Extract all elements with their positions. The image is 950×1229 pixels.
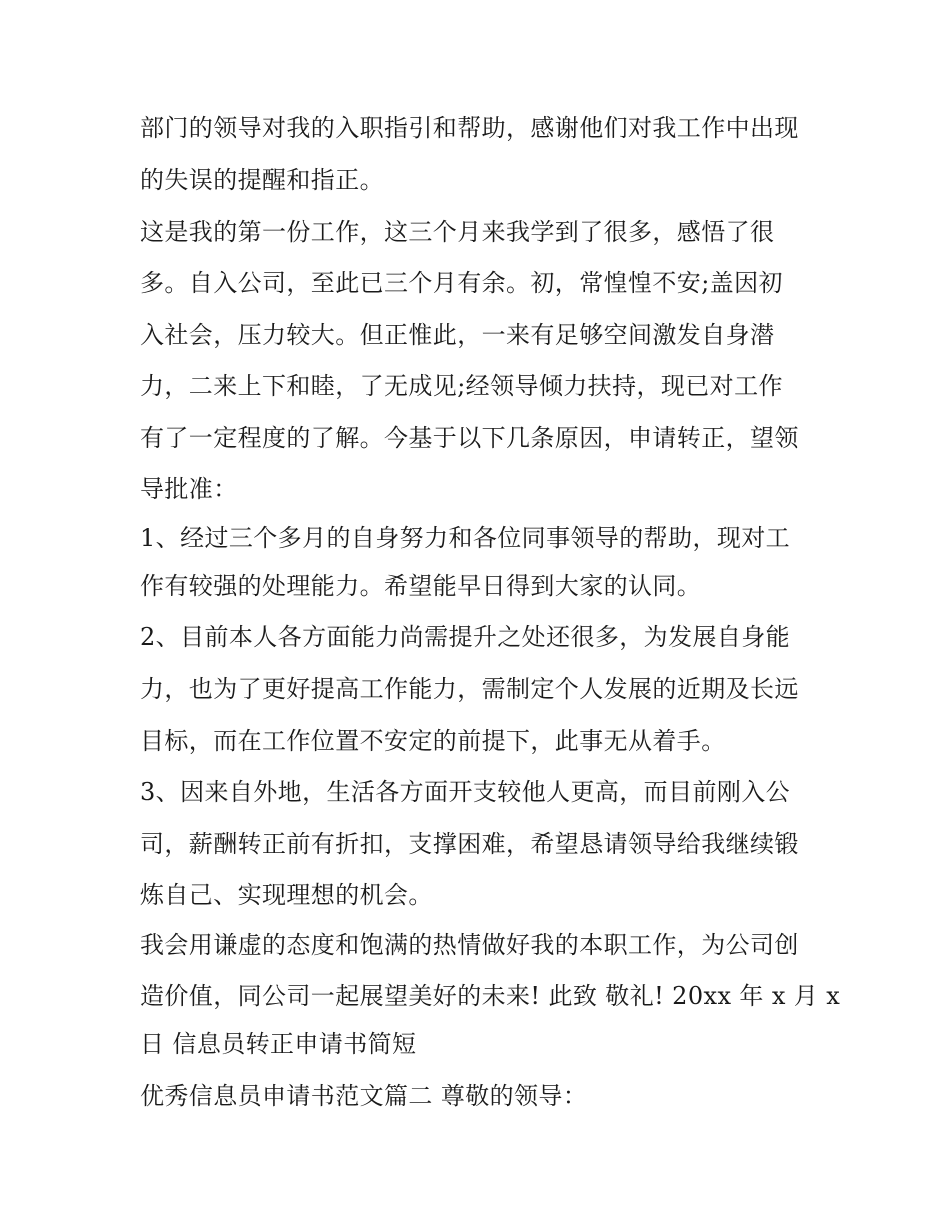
text-line: 炼自己、实现理想的机会。	[140, 881, 433, 909]
text-line: 力，二来上下和睦，了无成见;经领导倾力扶持，现已对工作	[140, 372, 783, 400]
text-line: 这是我的第一份工作，这三个月来我学到了很多，感悟了很	[140, 218, 775, 246]
text-line: 部门的领导对我的入职指引和帮助，感谢他们对我工作中出现	[140, 114, 799, 142]
text-line: 入社会，压力较大。但正惟此，一来有足够空间激发自身潜	[140, 321, 775, 349]
text-line: 多。自入公司，至此已三个月有余。初，常惶惶不安;盖因初	[140, 269, 783, 297]
text-line: 日 信息员转正申请书简短	[140, 1030, 417, 1058]
text-line: 我会用谦虚的态度和饱满的热情做好我的本职工作，为公司创	[140, 931, 799, 959]
text-line: 作有较强的处理能力。希望能早日得到大家的认同。	[140, 572, 702, 600]
text-line: 3、因来自外地，生活各方面开支较他人更高，而目前刚入公	[140, 778, 791, 806]
text-line: 1、经过三个多月的自身努力和各位同事领导的帮助，现对工	[140, 524, 791, 552]
text-line: 造价值，同公司一起展望美好的未来! 此致 敬礼! 20xx 年 x 月 x	[140, 982, 841, 1010]
text-line: 的失误的提醒和指正。	[140, 166, 384, 194]
text-line: 有了一定程度的了解。今基于以下几条原因，申请转正，望领	[140, 424, 799, 452]
text-line: 2、目前本人各方面能力尚需提升之处还很多，为发展自身能	[140, 623, 791, 651]
text-line: 司，薪酬转正前有折扣，支撑困难，希望恳请领导给我继续锻	[140, 830, 799, 858]
text-line: 目标，而在工作位置不安定的前提下，此事无从着手。	[140, 727, 726, 755]
text-line: 导批准：	[140, 475, 238, 503]
text-line: 力，也为了更好提高工作能力，需制定个人发展的近期及长远	[140, 675, 799, 703]
text-line: 优秀信息员申请书范文篇二 尊敬的领导：	[140, 1082, 588, 1110]
